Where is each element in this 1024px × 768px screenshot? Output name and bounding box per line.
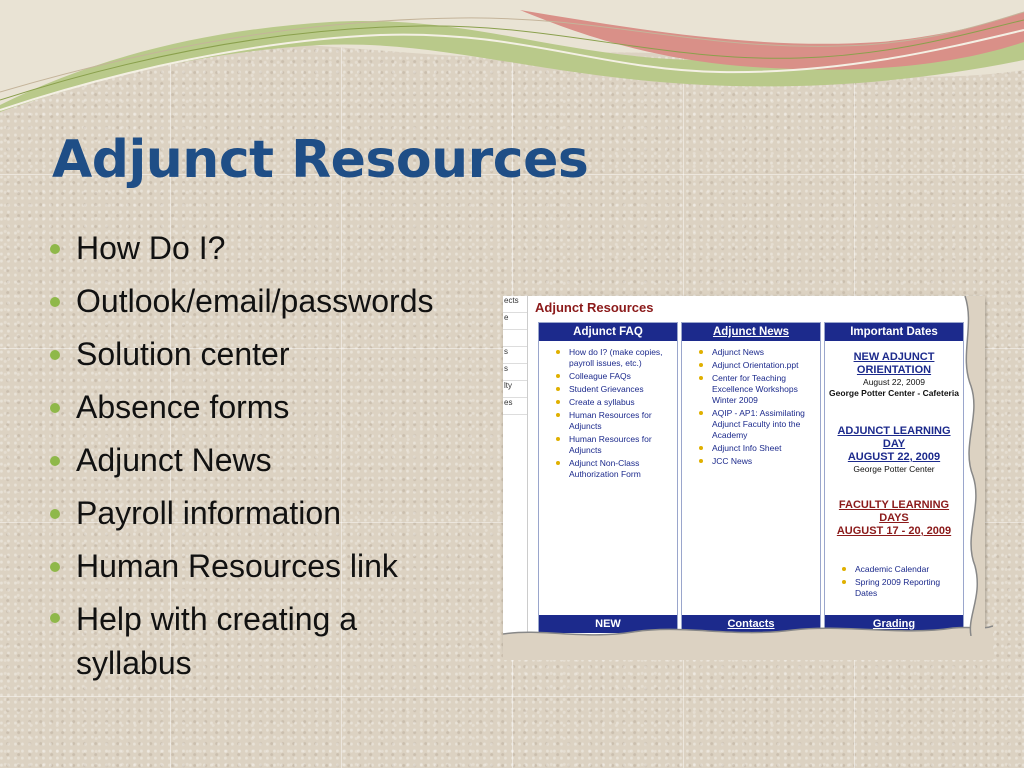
faq-link[interactable]: Human Resources for Adjuncts (569, 434, 677, 456)
bullet-item (48, 487, 498, 540)
dates-links (825, 564, 963, 599)
bullet-item (48, 275, 498, 328)
bullet-item (48, 434, 498, 487)
bullet-text: Adjunct News (76, 442, 272, 478)
faq-link[interactable]: Human Resources for Adjuncts (569, 410, 677, 432)
faq-links (539, 347, 677, 480)
faq-link[interactable]: How do I? (make copies, payroll issues, etc.) (569, 347, 677, 369)
header-swoosh (0, 0, 1024, 120)
learning-day-place: George Potter Center (853, 464, 935, 474)
news-link[interactable]: AQIP - AP1: Assimilating Adjunct Faculty into the Academy (712, 408, 820, 441)
news-link[interactable]: Center for Teaching Excellence Workshops Winter 2009 (712, 373, 820, 406)
bullet-dot-icon (50, 403, 60, 413)
faculty-days-date: AUGUST 17 - 20, 2009 (836, 525, 952, 537)
left-nav-item: ects (503, 296, 527, 313)
faq-link[interactable]: Colleague FAQs (569, 371, 677, 382)
news-link[interactable]: Adjunct Orientation.ppt (712, 360, 820, 371)
left-nav-item: e (503, 313, 527, 330)
bullet-dot-icon (50, 562, 60, 572)
dates-link[interactable]: Spring 2009 Reporting Dates (855, 577, 963, 599)
news-column (681, 322, 821, 640)
orientation-place: George Potter Center - Cafeteria (829, 388, 959, 398)
news-link[interactable]: JCC News (712, 456, 820, 467)
learning-day-event (825, 425, 963, 475)
left-nav-item: s (503, 347, 527, 364)
grid-line (0, 696, 1024, 697)
dates-column (824, 322, 964, 640)
torn-edge (503, 620, 993, 660)
faq-link[interactable]: Student Grievances (569, 384, 677, 395)
bullet-text: Absence forms (76, 389, 290, 425)
website-left-nav (503, 296, 528, 650)
slide-title: Adjunct Resources (52, 130, 589, 190)
left-nav-item: es (503, 398, 527, 415)
bullet-item (48, 593, 416, 685)
dates-column-title: Important Dates (825, 323, 963, 341)
bullet-text: Outlook/email/passwords (76, 283, 434, 319)
bullet-text: Help with creating a syllabus (76, 601, 358, 681)
faq-column-title: Adjunct FAQ (539, 323, 677, 341)
faq-link[interactable]: Adjunct Non-Class Authorization Form (569, 458, 677, 480)
grading-section-title[interactable]: Grading (825, 615, 963, 633)
orientation-title[interactable]: NEW ADJUNCT ORIENTATION (853, 351, 935, 376)
bullet-item (48, 328, 498, 381)
left-nav-item: lty (503, 381, 527, 398)
bullet-text: How Do I? (76, 230, 226, 266)
bullet-dot-icon (50, 297, 60, 307)
bullet-dot-icon (50, 509, 60, 519)
faculty-days-event (825, 499, 963, 538)
bullet-text: Human Resources link (76, 548, 398, 584)
learning-day-date: AUGUST 22, 2009 (847, 451, 941, 463)
new-section-title: NEW (539, 615, 677, 633)
news-links (682, 347, 820, 467)
bullet-text: Payroll information (76, 495, 341, 531)
left-nav-item: s (503, 364, 527, 381)
orientation-date: August 22, 2009 (863, 377, 925, 387)
bullet-dot-icon (50, 456, 60, 466)
news-column-title[interactable]: Adjunct News (682, 323, 820, 341)
faq-link[interactable]: Create a syllabus (569, 397, 677, 408)
bullet-text: Solution center (76, 336, 290, 372)
bullet-item (48, 540, 498, 593)
bullet-item (48, 381, 498, 434)
bullet-dot-icon (50, 350, 60, 360)
bullet-dot-icon (50, 613, 60, 623)
website-header: Adjunct Resources (535, 300, 654, 315)
contacts-section-title[interactable]: Contacts (682, 615, 820, 633)
learning-day-title[interactable]: ADJUNCT LEARNING DAY (837, 425, 951, 450)
news-link[interactable]: Adjunct Info Sheet (712, 443, 820, 454)
torn-edge-right (955, 296, 985, 636)
dates-link[interactable]: Academic Calendar (855, 564, 963, 575)
bullet-dot-icon (50, 244, 60, 254)
faculty-days-title[interactable]: FACULTY LEARNING DAYS (838, 499, 950, 524)
news-link[interactable]: Adjunct News (712, 347, 820, 358)
left-nav-item (503, 330, 527, 347)
bullet-list (48, 222, 498, 685)
faq-column (538, 322, 678, 640)
website-screenshot (503, 296, 983, 650)
bullet-item (48, 222, 498, 275)
orientation-event (825, 351, 963, 399)
